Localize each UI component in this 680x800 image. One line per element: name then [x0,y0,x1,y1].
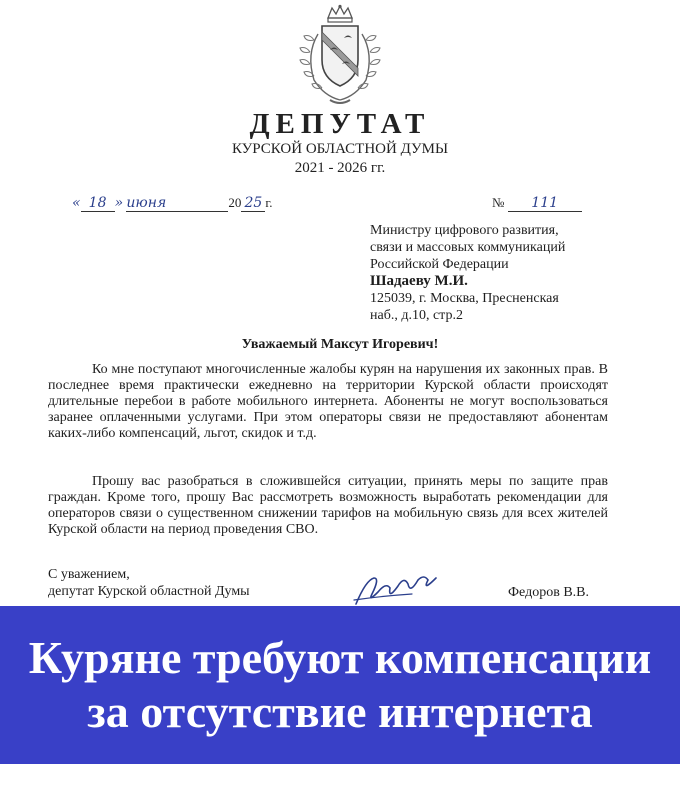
addressee-address-1: 125039, г. Москва, Пресненская [370,291,559,306]
body-paragraph-1: Ко мне поступают многочисленные жалобы курян на нарушения их законных прав. В последнее время практически ежедневно на территории Курской области происходят длительные перебои в работе мобильного интернета. Абоненты не могут воспользоваться заранее оплаченными услугами. При этом операторы связи не предоставляют абонентам каких-либо компенсаций, льгот, скидок и т.д. [48,362,608,441]
date-year: 25 [244,195,263,211]
number-label: № [492,195,505,210]
closing-position: депутат Курской областной Думы [48,584,250,599]
document-date [72,195,273,212]
greeting: Уважаемый Максут Игоревич! [241,337,439,352]
closing-regards: С уважением, [48,567,130,582]
addressee-line-3: Российской Федерации [370,257,509,272]
date-day: 18 [88,195,107,211]
date-century: 20 [228,195,242,210]
body-paragraph-2: Прошу вас разобраться в сложившейся ситуации, принять меры по защите прав граждан. Кроме того, прошу Вас рассмотреть возможность выработать рекомендации для операторов связи о существенном снижении тарифов на мобильную связь для всех жителей Курской области на период проведения СВО. [48,474,608,537]
addressee-address-2: наб., д.10, стр.2 [370,308,463,323]
addressee-block [370,222,620,324]
number-value: 111 [531,195,559,211]
handwritten-signature [352,570,442,610]
date-close-quote: » [114,195,124,211]
date-open-quote: « [72,195,81,211]
closing-block [48,566,250,600]
banner-line-1: Куряне требуют компенсации [28,632,652,683]
letterhead-years: 2021 - 2026 гг. [294,160,386,176]
addressee-line-1: Министру цифрового развития, [370,223,559,238]
kursk-coat-of-arms-icon [292,4,388,108]
document-number [492,195,582,212]
signer-name: Федоров В.В. [508,585,589,600]
date-month: июня [126,195,167,211]
letterhead-subtitle: КУРСКОЙ ОБЛАСТНОЙ ДУМЫ [231,141,449,157]
addressee-name: Шадаеву М.И. [370,273,468,289]
letterhead-title: ДЕПУТАТ [249,108,431,140]
headline-banner [0,606,680,764]
addressee-line-2: связи и массовых коммуникаций [370,240,566,255]
date-suffix: г. [265,195,273,210]
banner-line-2: за отсутствие интернета [87,686,593,737]
